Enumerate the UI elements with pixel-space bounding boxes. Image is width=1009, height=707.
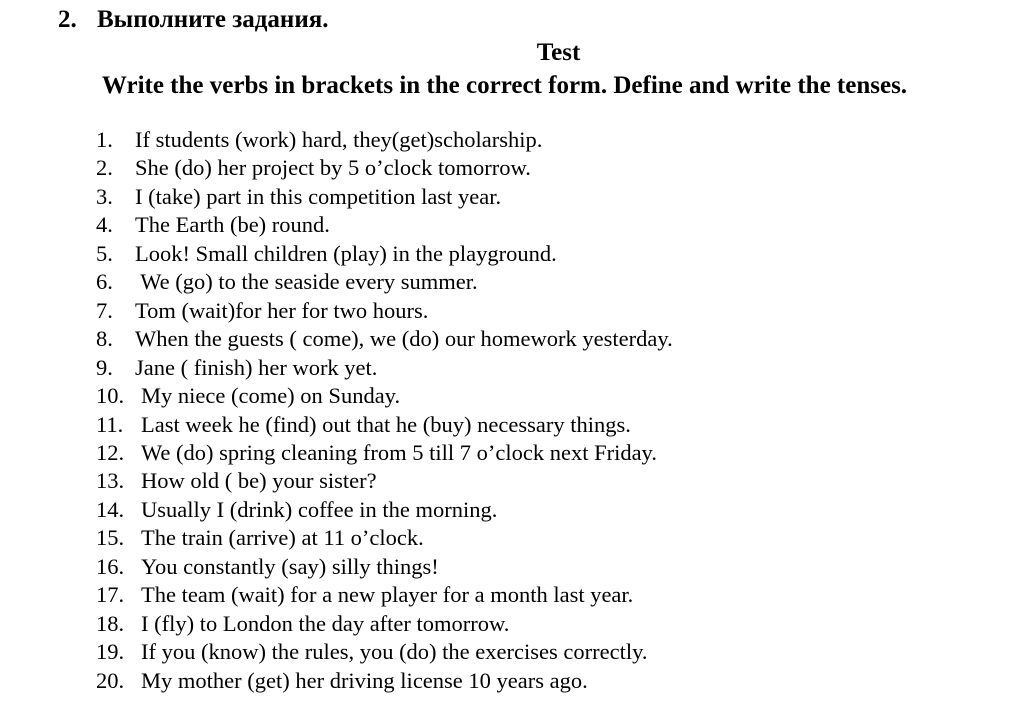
exercise-item [96,240,673,268]
exercise-number: 18. [96,610,125,636]
exercise-text: The team (wait) for a new player for a month last year. [141,582,634,608]
exercise-text: How old ( be) your sister? [141,468,377,494]
exercise-number: 15. [96,525,125,551]
exercise-item [96,411,673,439]
exercise-item [96,354,673,382]
exercise-number: 20. [96,667,125,693]
exercise-text: Look! Small children (play) in the playground. [135,240,557,266]
exercise-number: 8. [96,326,113,352]
exercise-text: My niece (come) on Sunday. [141,383,401,409]
exercise-number: 7. [96,297,113,323]
exercise-number: 9. [96,354,113,380]
exercise-item [96,553,673,581]
exercise-number: 19. [96,639,125,665]
exercise-item [96,268,673,296]
exercise-number: 1. [96,127,113,152]
exercise-item [96,524,673,552]
exercise-item [96,154,673,182]
exercise-item [96,467,673,495]
exercise-text: The train (arrive) at 11 o’clock. [141,525,424,551]
exercise-item [96,382,673,410]
exercise-text: Tom (wait)for her for two hours. [135,297,429,323]
exercise-number: 14. [96,496,125,522]
exercise-number: 10. [96,383,125,409]
exercise-number: 2. [96,155,113,181]
exercise-item [96,496,673,524]
exercise-text: When the guests ( come), we (do) our homework yesterday. [135,326,673,352]
exercise-text: Usually I (drink) coffee in the morning. [141,496,498,522]
exercise-text: We (do) spring cleaning from 5 till 7 o’clock next Friday. [141,439,657,465]
exercise-item [96,581,673,609]
exercise-text: Jane ( finish) her work yet. [135,354,378,380]
exercise-text: If you (know) the rules, you (do) the exercises correctly. [141,639,648,665]
task-heading [58,6,329,34]
exercise-number: 4. [96,212,113,238]
exercise-number: 5. [96,240,113,266]
exercise-item [96,211,673,239]
exercise-text: We (go) to the seaside every summer. [135,269,478,295]
exercise-number: 11. [96,411,124,437]
test-title: Test [536,39,581,66]
task-number: 2. [58,6,77,33]
exercise-text: Last week he (find) out that he (buy) necessary things. [141,411,631,437]
exercise-number: 3. [96,183,113,209]
task-heading-text: Выполните задания. [97,6,329,33]
exercise-number: 12. [96,439,125,465]
exercise-text: I (fly) to London the day after tomorrow. [141,610,510,636]
exercise-item [96,126,673,154]
exercise-item [96,439,673,467]
exercise-text: She (do) her project by 5 o’clock tomorrow. [135,155,531,181]
exercise-number: 6. [96,269,113,295]
exercise-number: 16. [96,553,125,579]
exercise-item [96,610,673,638]
exercise-text: If students (work) hard, they(get)scholarship. [135,127,543,152]
exercise-number: 17. [96,582,125,608]
exercise-item [96,325,673,353]
exercise-text: My mother (get) her driving license 10 years ago. [141,667,588,693]
test-instructions: Write the verbs in brackets in the correct form. Define and write the tenses. [101,72,908,99]
exercise-item [96,638,673,666]
exercise-item [96,183,673,211]
exercise-number: 13. [96,468,125,494]
exercise-item [96,297,673,325]
exercise-text: You constantly (say) silly things! [141,553,439,579]
exercise-text: The Earth (be) round. [135,212,330,238]
exercise-text: I (take) part in this competition last year. [135,183,502,209]
exercise-item [96,667,673,695]
exercise-list [96,126,673,695]
